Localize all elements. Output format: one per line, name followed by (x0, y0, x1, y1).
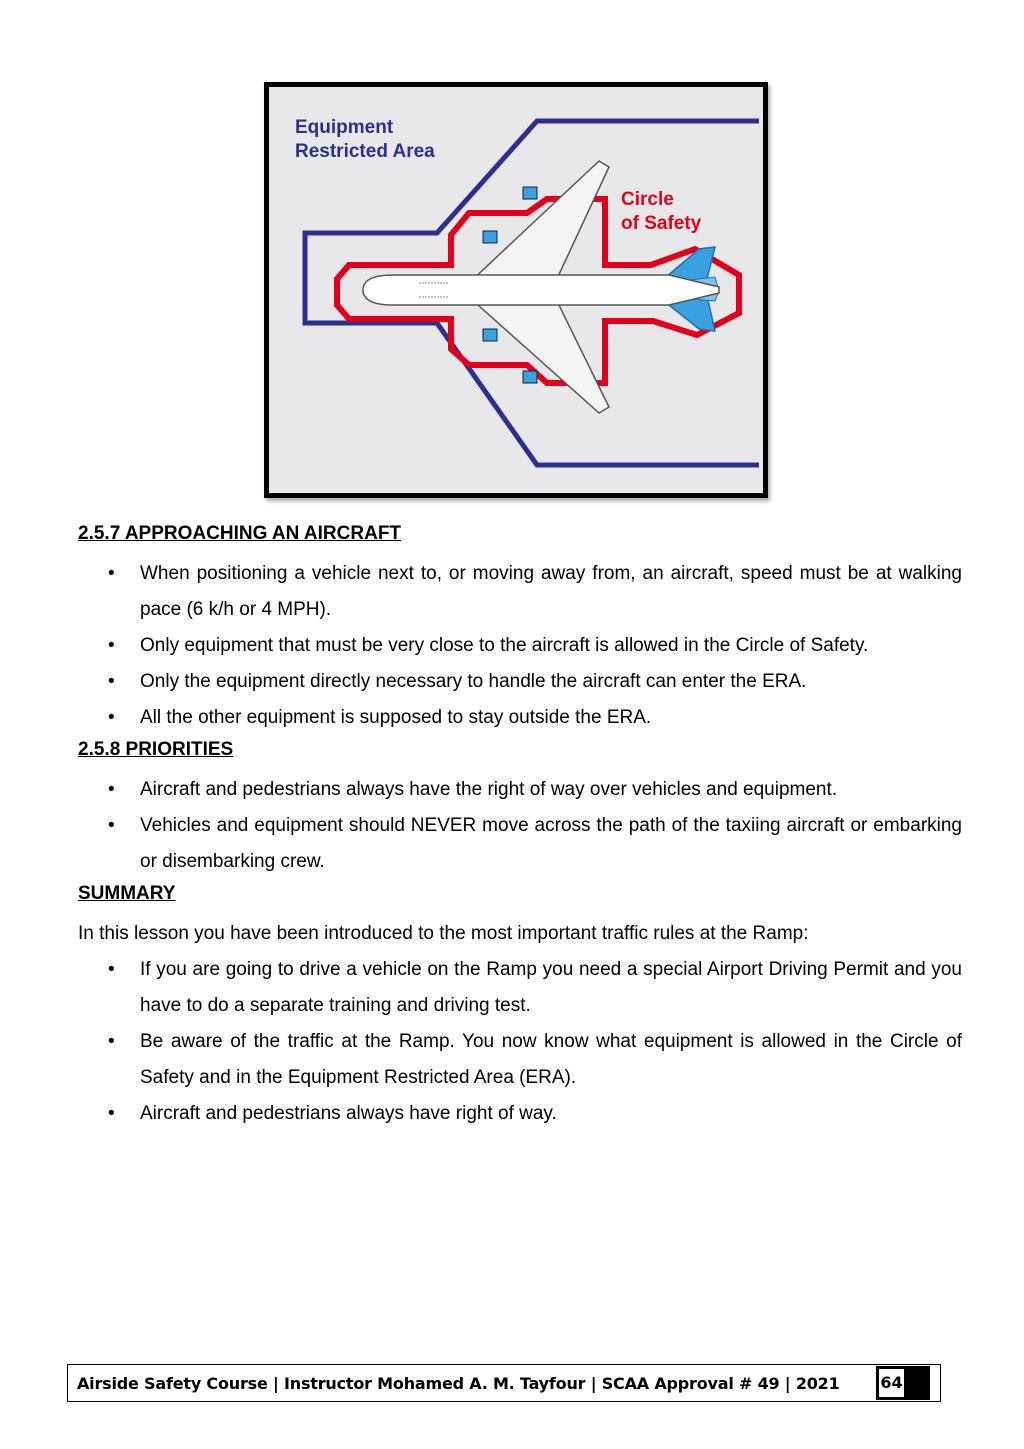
footer-text: Airside Safety Course | Instructor Mohamed A. M. Tayfour | SCAA Approval # 49 | 2021 (77, 1374, 840, 1393)
engine-right-outer (523, 371, 537, 383)
list-item: • Only equipment that must be very close to the aircraft is allowed in the Circle of Safety. (108, 635, 869, 656)
engine-left-inner (483, 231, 497, 243)
list-item: • When positioning a vehicle next to, or moving away from, an aircraft, speed must be at walking pace (6 k/h or 4 MPH). (108, 563, 962, 620)
label-era-line1: Equipment (295, 117, 394, 138)
list-item: • Aircraft and pedestrians always have the right of way over vehicles and equipment. (108, 779, 838, 800)
list-item: • Vehicles and equipment should NEVER move across the path of the taxiing aircraft or embarking or disembarking crew. (108, 815, 962, 872)
wing-upper (469, 161, 609, 283)
page-footer (67, 1364, 941, 1402)
fuselage (363, 275, 719, 305)
heading-summary: SUMMARY (78, 883, 176, 904)
label-cos-line1: Circle (621, 189, 674, 210)
label-era-line2: Restricted Area (295, 141, 435, 162)
list-item: • Aircraft and pedestrians always have right of way. (108, 1103, 557, 1124)
engine-right-inner (483, 329, 497, 341)
heading-approaching: 2.5.7 APPROACHING AN AIRCRAFT (78, 523, 402, 544)
priorities-list (78, 772, 962, 880)
list-item: • All the other equipment is supposed to stay outside the ERA. (108, 707, 652, 728)
page-number: 64 (879, 1369, 904, 1397)
label-cos-line2: of Safety (621, 213, 702, 234)
summary-list (78, 952, 962, 1132)
engine-left-outer (523, 187, 537, 199)
page-number-box (876, 1366, 930, 1400)
list-item: • Be aware of the traffic at the Ramp. You now know what equipment is allowed in the Circle of Safety and in the Equipment Restricted Area (ERA). (108, 1031, 962, 1088)
list-item: • If you are going to drive a vehicle on the Ramp you need a special Airport Driving Permit and you have to do a separate training and driving test. (108, 959, 962, 1016)
heading-priorities: 2.5.8 PRIORITIES (78, 739, 234, 760)
diagram-svg (269, 87, 763, 493)
list-item: • Only the equipment directly necessary to handle the aircraft can enter the ERA. (108, 671, 807, 692)
main-content (78, 520, 962, 1132)
summary-intro: In this lesson you have been introduced to the most important traffic rules at the Ramp: (78, 923, 809, 944)
approaching-list (78, 556, 962, 736)
aircraft-safety-diagram (264, 82, 768, 498)
